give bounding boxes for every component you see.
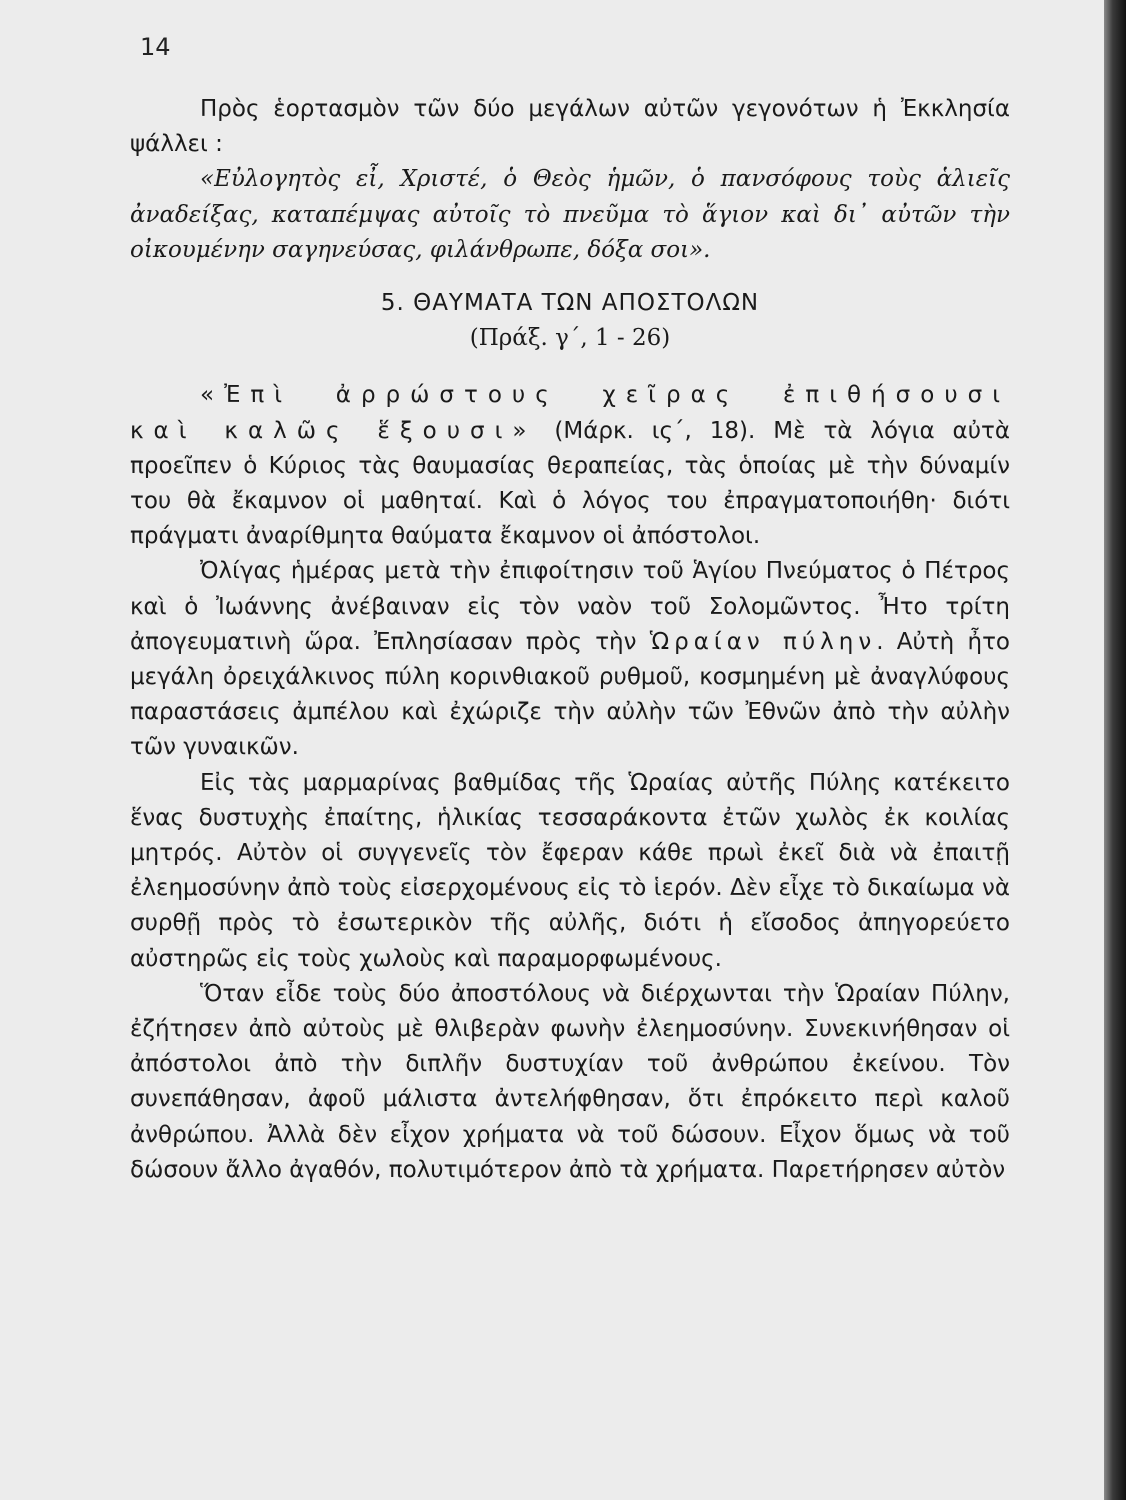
paragraph-4: Ὅταν εἶδε τοὺς δύο ἀποστόλους νὰ διέρχωνται τὴν Ὡραίαν Πύλην, ἐζήτησεν ἀπὸ αὐτοὺς μὲ θλιβερὰν φωνὴν ἐλεημοσύνην. Συνεκινήθησαν οἱ ἀπόστολοι ἀπὸ τὴν διπλῆν δυστυχίαν τοῦ ἀνθρώπου ἐκείνου. Τὸν συνεπάθησαν, ἀφοῦ μάλιστα ἀντελήφθησαν, ὅτι ἐπρόκειτο περὶ καλοῦ ἀνθρώπου. Ἀλλὰ δὲν εἶχον χρήματα νὰ τοῦ δώσουν. Εἶχον ὅμως νὰ τοῦ δώσουν ἄλλο ἀγαθόν, πολυτιμότερον ἀπὸ τὰ χρήματα. Παρετήρησεν αὐτὸν	[130, 980, 1010, 1183]
page-text	[130, 92, 1010, 1188]
paragraph-1-rest: (Μάρκ. ις΄, 18). Μὲ τὰ λόγια αὐτὰ προεῖπεν ὁ Κύριος τὰς θαυμασίας θεραπείας, τὰς ὁποίας μὲ τὴν δύναμίν του θὰ ἔκαμνον οἱ μαθηταί. Καὶ ὁ λόγος του ἐπραγματοποιήθη· διότι πράγματι ἀναρίθμητα θαύματα ἔκαμνον οἱ ἀπόστολοι.	[130, 417, 1011, 550]
section-reference: (Πράξ. γ΄, 1 - 26)	[469, 325, 671, 352]
paragraph-1	[130, 378, 1010, 554]
gospel-quote: «Ἐπὶ ἀρρώστους χεῖρας ἐπιθήσουσι καὶ καλῶς ἕξουσι»	[130, 382, 1010, 444]
paragraph-2	[130, 554, 1010, 765]
intro-paragraph: Πρὸς ἑορτασμὸν τῶν δύο μεγάλων αὐτῶν γεγονότων ἡ Ἐκκλησία ψάλλει :	[130, 96, 1010, 158]
hymn-quote: «Εὐλογητὸς εἶ, Χριστέ, ὁ Θεὸς ἡμῶν, ὁ πανσόφους τοὺς ἁλιεῖς ἀναδείξας, καταπέμψας αὐτοῖς τὸ πνεῦμα τὸ ἅγιον καὶ δι᾽ αὐτῶν τὴν οἰκουμένην σαγηνεύσας, φιλάνθρωπε, δόξα σοι».	[130, 166, 1010, 263]
page-binding-edge	[1104, 0, 1126, 1500]
paragraph-2-start: Ὀλίγας ἡμέρας μετὰ τὴν ἐπιφοίτησιν τοῦ Ἁγίου Πνεύματος ὁ Πέτρος καὶ ὁ Ἰωάννης ἀνέβαιναν εἰς τὸν ναὸν τοῦ Σολομῶντος. Ἦτο τρίτη ἀπογευματινὴ ὥρα. Ἐπλησίασαν πρὸς τὴν	[130, 558, 1010, 655]
beautiful-gate-term: Ὡραίαν πύλην	[649, 628, 877, 655]
page-number: 14	[140, 33, 171, 61]
paragraph-2-end: . Αὐτὴ ἦτο μεγάλη ὀρειχάλκινος πύλη κορινθιακοῦ ρυθμοῦ, κοσμημένη μὲ ἀναγλύφους παραστάσεις ἀμπέλου καὶ ἐχώριζε τὴν αὐλὴν τῶν Ἐθνῶν ἀπὸ τὴν αὐλὴν τῶν γυναικῶν.	[130, 628, 1011, 761]
section-title: 5. ΘΑΥΜΑΤΑ ΤΩΝ ΑΠΟΣΤΟΛΩΝ	[380, 290, 760, 317]
paragraph-3: Εἰς τὰς μαρμαρίνας βαθμίδας τῆς Ὡραίας αὐτῆς Πύλης κατέκειτο ἕνας δυστυχὴς ἐπαίτης, ἡλικίας τεσσαράκοντα ἐτῶν χωλὸς ἐκ κοιλίας μητρός. Αὐτὸν οἱ συγγενεῖς τὸν ἔφεραν κάθε πρωὶ ἐκεῖ διὰ νὰ ἐπαιτῇ ἐλεημοσύνην ἀπὸ τοὺς εἰσερχομένους εἰς τὸ ἱερόν. Δὲν εἶχε τὸ δικαίωμα νὰ συρθῇ πρὸς τὸ ἐσωτερικὸν τῆς αὐλῆς, διότι ἡ εἴσοδος ἀπηγορεύετο αὐστηρῶς εἰς τοὺς χωλοὺς καὶ παραμορφωμένους.	[130, 769, 1010, 972]
